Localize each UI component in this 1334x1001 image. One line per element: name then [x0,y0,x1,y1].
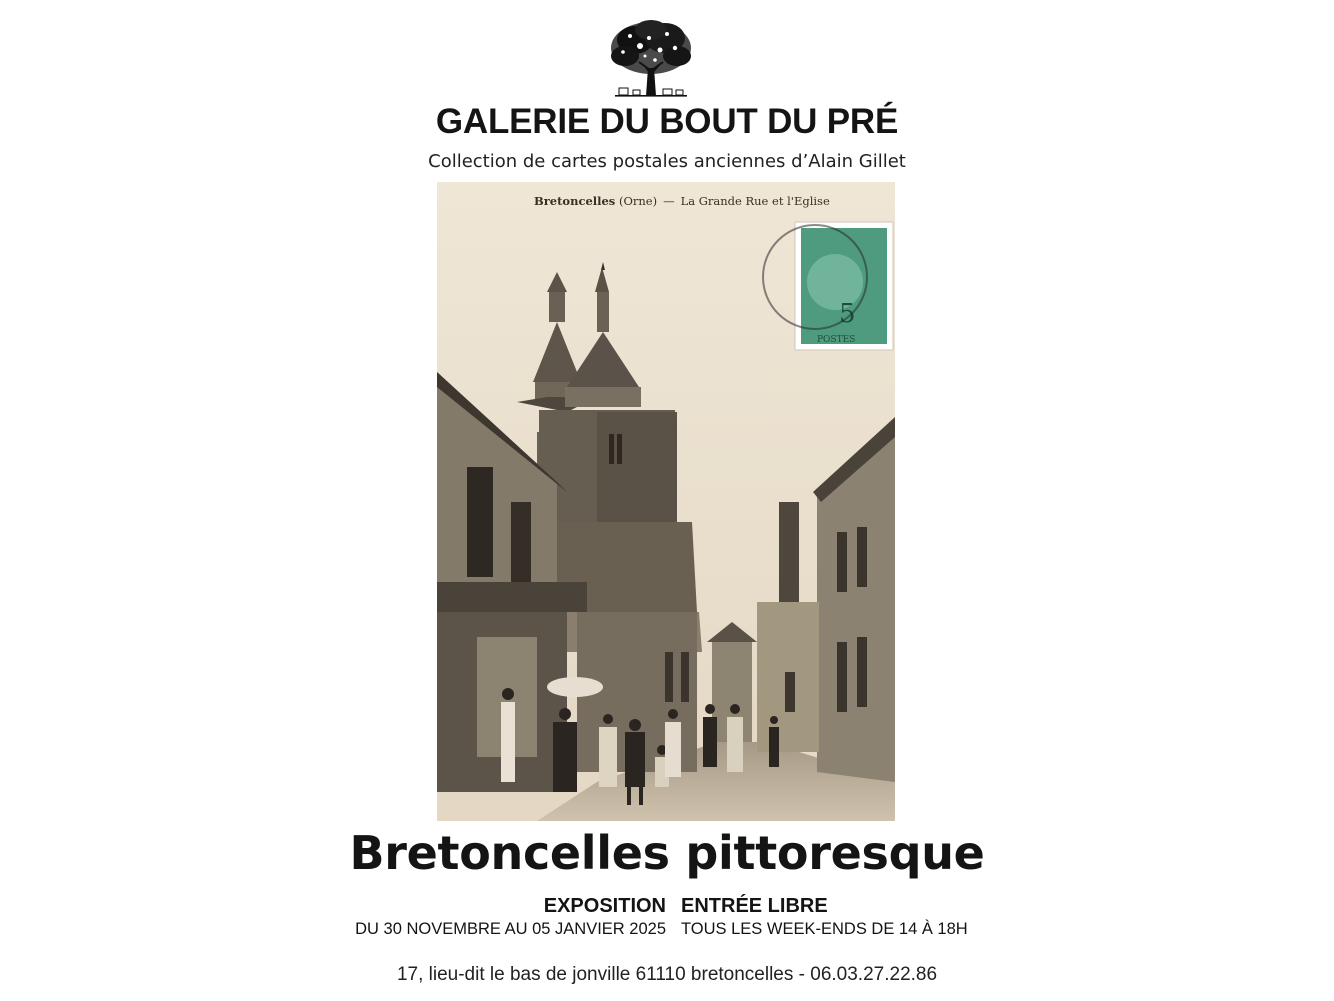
exhibition-title: Bretoncelles pittoresque [349,826,985,880]
gallery-subtitle: Collection de cartes postales anciennes d’Alain Gillet [428,151,906,172]
exhibition-heading: EXPOSITION [543,895,666,917]
tree-logo-icon [605,18,697,102]
svg-text:POSTES: POSTES [817,335,856,345]
postcard-caption-town: Bretoncelles [534,194,616,208]
postcard-caption-sep: — [663,194,675,208]
address-line: 17, lieu-dit le bas de jonville 61110 bretoncelles - 06.03.27.22.86 [396,964,938,985]
opening-hours: TOUS LES WEEK-ENDS DE 14 À 18H [681,920,968,938]
postcard-caption-place: La Grande Rue et l'Eglise [680,194,830,208]
exhibition-dates-block [355,894,666,940]
postcard-caption-dept: (Orne) [618,194,658,208]
postcard-caption [437,194,895,208]
entry-info-block [681,894,968,940]
svg-text:5: 5 [839,299,856,329]
postcard-image [437,182,895,821]
gallery-title: GALERIE DU BOUT DU PRÉ [435,102,899,141]
exhibition-dates: DU 30 NOVEMBRE AU 05 JANVIER 2025 [355,920,666,938]
entry-heading: ENTRÉE LIBRE [681,895,828,917]
